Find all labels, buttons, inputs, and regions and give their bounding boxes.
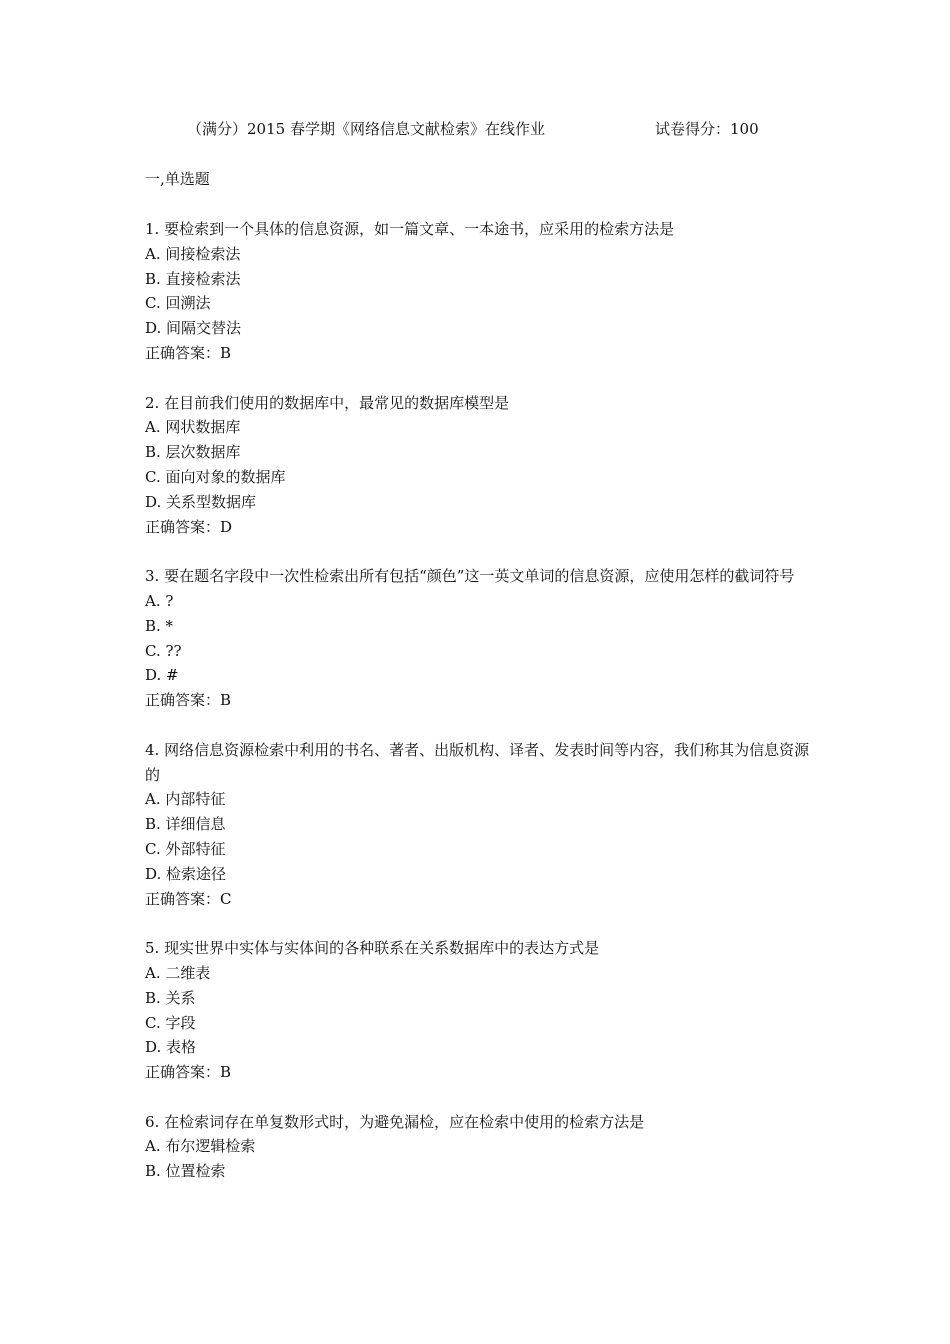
question-1 xyxy=(145,217,810,366)
question-3 xyxy=(145,564,810,713)
correct-answer: 正确答案：C xyxy=(145,889,232,908)
header-row xyxy=(0,118,950,138)
option-d: D. 表格 xyxy=(145,1038,197,1057)
option-b: B. 详细信息 xyxy=(145,815,226,834)
question-stem: 3. 要在题名字段中一次性检索出所有包括“颜色”这一英文单词的信息资源，应使用怎样的截词符号 xyxy=(145,567,795,586)
correct-answer: 正确答案：B xyxy=(145,1063,232,1082)
option-a: A. 间接检索法 xyxy=(145,244,241,263)
option-d: D. # xyxy=(145,666,179,685)
question-stem: 5. 现实世界中实体与实体间的各种联系在关系数据库中的表达方式是 xyxy=(145,939,600,958)
option-b: B. 层次数据库 xyxy=(145,443,241,462)
option-b: B. 关系 xyxy=(145,988,196,1007)
option-d: D. 检索途径 xyxy=(145,864,227,883)
question-5 xyxy=(145,936,810,1085)
option-b: B. 位置检索 xyxy=(145,1162,226,1181)
option-a: A. ? xyxy=(145,591,174,610)
section-title: 一,单选题 xyxy=(145,170,210,188)
question-6 xyxy=(145,1110,810,1184)
option-b: B. 直接检索法 xyxy=(145,269,241,288)
option-c: C. ?? xyxy=(145,641,182,660)
correct-answer: 正确答案：B xyxy=(145,691,232,710)
option-a: A. 内部特征 xyxy=(145,790,226,809)
question-stem: 2. 在目前我们使用的数据库中，最常见的数据库模型是 xyxy=(145,393,510,412)
option-d: D. 关系型数据库 xyxy=(145,492,257,511)
option-a: A. 二维表 xyxy=(145,963,211,982)
option-a: A. 布尔逻辑检索 xyxy=(145,1137,256,1156)
question-2 xyxy=(145,391,810,540)
question-4 xyxy=(145,738,810,912)
question-stem: 6. 在检索词存在单复数形式时，为避免漏检，应在检索中使用的检索方法是 xyxy=(145,1112,645,1131)
question-stem: 4. 网络信息资源检索中利用的书名、著者、出版机构、译者、发表时间等内容，我们称其为信息资源的 xyxy=(145,740,810,784)
option-d: D. 间隔交替法 xyxy=(145,319,242,338)
option-c: C. 面向对象的数据库 xyxy=(145,467,286,486)
score-label: 试卷得分：100 xyxy=(655,120,759,138)
page-title: （满分）2015 春学期《网络信息文献检索》在线作业 xyxy=(187,120,545,138)
option-a: A. 网状数据库 xyxy=(145,418,241,437)
question-stem: 1. 要检索到一个具体的信息资源，如一篇文章、一本途书，应采用的检索方法是 xyxy=(145,220,675,238)
option-b: B. * xyxy=(145,616,174,635)
correct-answer: 正确答案：D xyxy=(145,517,233,536)
option-c: C. 字段 xyxy=(145,1013,196,1032)
option-c: C. 回溯法 xyxy=(145,294,211,313)
correct-answer: 正确答案：B xyxy=(145,343,232,362)
question-list xyxy=(145,217,810,1209)
option-c: C. 外部特征 xyxy=(145,839,226,858)
